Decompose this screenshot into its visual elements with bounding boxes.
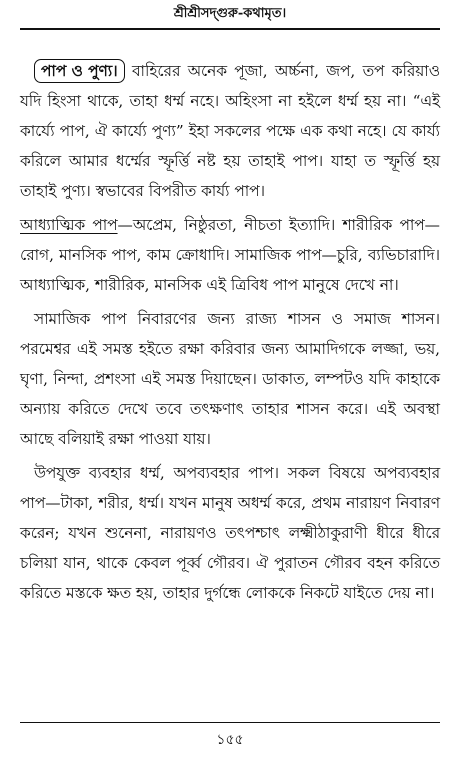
- page-number: ১৫৫: [216, 732, 244, 748]
- margin-note-sin-and-virtue: পাপ ও পুণ্য।: [34, 59, 125, 83]
- paragraph-social-sin: [20, 304, 440, 454]
- header-rule: [20, 28, 440, 30]
- footer-rule: [20, 722, 440, 723]
- paragraph-proper-use: [20, 458, 440, 608]
- paragraph-sin-and-virtue: [20, 56, 440, 206]
- paragraph-text: সামাজিক পাপ নিবারণের জন্য রাজ্য শাসন ও সমাজ শাসন। পরমেশ্বর এই সমস্ত হইতে রক্ষা করিবার জন্য আমাদিগকে লজ্জা, ভয়, ঘৃণা, নিন্দা, প্রশংসা এই সমস্ত দিয়াছেন। ডাকাত, লম্পটও যদি কাহাকে অন্যায় করিতে দেখে তবে তৎক্ষণাৎ তাহার শাসন করে। এই অবস্থা আছে বলিয়াই রক্ষা পাওয়া যায়।: [20, 310, 440, 448]
- paragraph-text: —অপ্রেম, নিষ্ঠুরতা, নীচতা ইত্যাদি। শারীরিক পাপ—রোগ, মানসিক পাপ, কাম ক্রোধাদি। সামাজিক পাপ—চুরি, ব্যভিচারাদি। আধ্যাত্মিক, শারীরিক, মানসিক এই ত্রিবিধ পাপ মানুষে দেখে না।: [20, 216, 440, 294]
- running-header: শ্রীশ্রীসদ্গুরু-কথামৃত।: [173, 6, 287, 21]
- term-spiritual-sin: আধ্যাত্মিক পাপ: [20, 216, 118, 234]
- paragraph-text: উপযুক্ত ব্যবহার ধর্ম্ম, অপব্যবহার পাপ। সকল বিষয়ে অপব্যবহার পাপ—টাকা, শরীর, ধর্ম্ম। যখন মানুষ অধর্ম্ম করে, প্রথম নারায়ণ নিবারণ করেন; যখন শুনেনা, নারায়ণও তৎপশ্চাৎ লক্ষ্মীঠাকুরাণী ধীরে ধীরে চলিয়া যান, থাকে কেবল পূর্ব্ব গৌরব। ঐ পুরাতন গৌরব বহন করিতে করিতে মস্তকে ক্ষত হয়, তাহার দুর্গন্ধে লোককে নিকটে যাইতে দেয় না।: [20, 464, 440, 602]
- page-body: [20, 56, 440, 612]
- paragraph-text: বাহিরের অনেক পূজা, অর্চ্চনা, জপ, তপ করিয়াও যদি হিংসা থাকে, তাহা ধর্ম্ম নহে। অহিংসা না হইলে ধর্ম্ম হয় না। “এই কার্য্যে পাপ, ঐ কার্য্যে পুণ্য” ইহা সকলের পক্ষে এক কথা নহে। যে কার্য্য করিলে আমার ধর্ম্মের স্ফূর্ত্তি নষ্ট হয় তাহাই পাপ। যাহা ত স্ফূর্ত্তি হয় তাহাই পুণ্য। স্বভাবের বিপরীত কার্য্য পাপ।: [20, 62, 440, 200]
- paragraph-spiritual-sin: [20, 210, 440, 300]
